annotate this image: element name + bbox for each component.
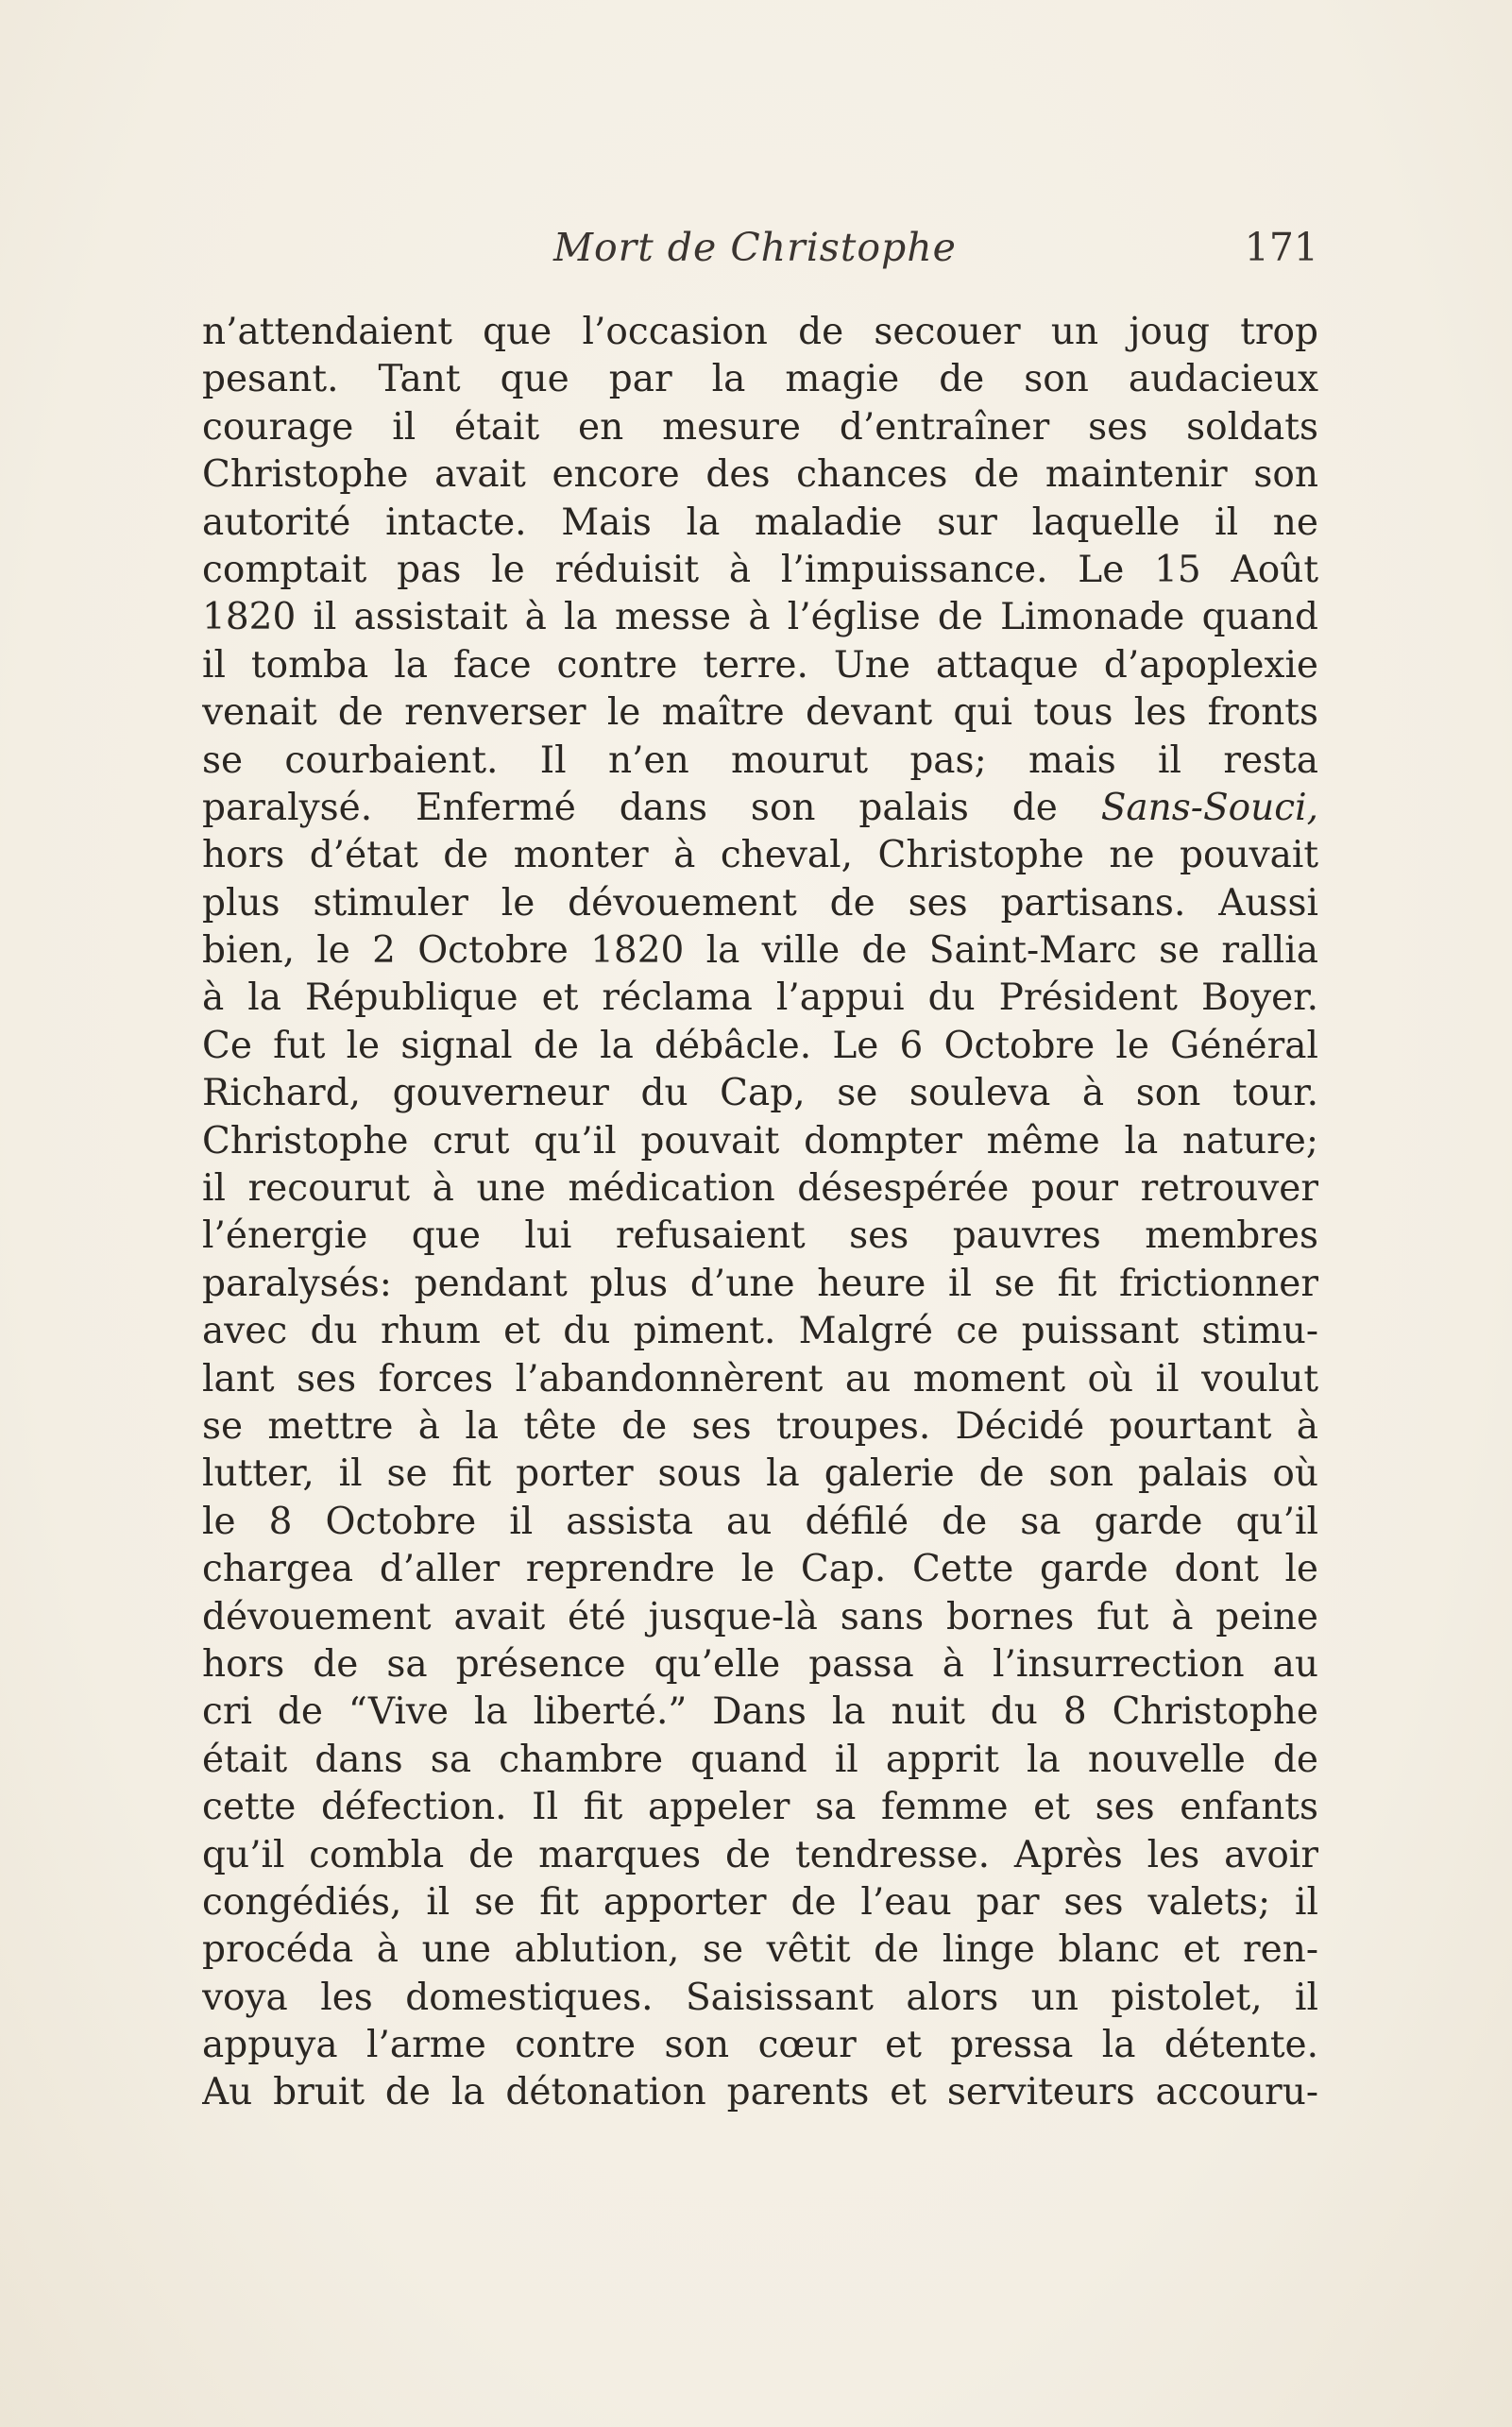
text-line: il recourut à une médication désespérée pour retrouver (202, 1167, 1318, 1211)
text-line: 1820 il assistait à la messe à l’église de Limonade quand (202, 596, 1318, 639)
text-line: lutter, il se fit porter sous la galerie de son palais où (202, 1452, 1318, 1496)
text-line: cri de “Vive la liberté.” Dans la nuit du 8 Christophe (202, 1690, 1318, 1734)
text-line: Richard, gouverneur du Cap, se souleva à son tour. (202, 1072, 1318, 1115)
text-line: courage il était en mesure d’entraîner ses soldats (202, 405, 1318, 449)
text-line: autorité intacte. Mais la maladie sur laquelle il ne (202, 501, 1318, 544)
page-number: 171 (1244, 225, 1318, 270)
text-line: qu’il combla de marques de tendresse. Après les avoir (202, 1833, 1318, 1876)
text-line: voya les domestiques. Saisissant alors un pistolet, il (202, 1976, 1318, 2019)
text-line: le 8 Octobre il assista au défilé de sa garde qu’il (202, 1500, 1318, 1543)
text-line: Christophe crut qu’il pouvait dompter même la nature; (202, 1119, 1318, 1163)
text-line: il tomba la face contre terre. Une attaque d’apoplexie (202, 643, 1318, 687)
text-line: paralysés: pendant plus d’une heure il se fit frictionner (202, 1262, 1318, 1305)
text-line: paralysé. Enfermé dans son palais de Sans-Souci, (202, 786, 1318, 829)
text-line: cette défection. Il fit appeler sa femme et ses enfants (202, 1786, 1318, 1829)
text-line: Ce fut le signal de la débâcle. Le 6 Octobre le Général (202, 1024, 1318, 1067)
text-line: Au bruit de la détonation parents et serviteurs accouru- (202, 2071, 1318, 2114)
text-line: bien, le 2 Octobre 1820 la ville de Saint-Marc se rallia (202, 929, 1318, 973)
text-line: hors de sa présence qu’elle passa à l’insurrection au (202, 1642, 1318, 1686)
page-header (202, 225, 1318, 281)
text-line: hors d’état de monter à cheval, Christophe ne pouvait (202, 834, 1318, 877)
text-line: venait de renverser le maître devant qui tous les fronts (202, 691, 1318, 735)
text-line: n’attendaient que l’occasion de secouer un joug trop (202, 311, 1318, 353)
text-line: à la République et réclama l’appui du Président Boyer. (202, 976, 1318, 1020)
body-text (202, 309, 1318, 2117)
text-line: congédiés, il se fit apporter de l’eau par ses valets; il (202, 1880, 1318, 1924)
text-line: était dans sa chambre quand il apprit la nouvelle de (202, 1738, 1318, 1781)
text-line: procéda à une ablution, se vêtit de linge blanc et ren- (202, 1928, 1318, 1972)
text-line: l’énergie que lui refusaient ses pauvres membres (202, 1214, 1318, 1258)
running-title: Mort de Christophe (553, 225, 957, 270)
text-line: chargea d’aller reprendre le Cap. Cette garde dont le (202, 1548, 1318, 1591)
text-line: appuya l’arme contre son cœur et pressa la détente. (202, 2024, 1318, 2067)
text-line: se courbaient. Il n’en mourut pas; mais il resta (202, 738, 1318, 782)
text-line: dévouement avait été jusque-là sans bornes fut à peine (202, 1595, 1318, 1638)
text-line: avec du rhum et du piment. Malgré ce puissant stimu- (202, 1310, 1318, 1353)
text-line: Christophe avait encore des chances de maintenir son (202, 453, 1318, 497)
text-line: se mettre à la tête de ses troupes. Décidé pourtant à (202, 1404, 1318, 1448)
text-line: lant ses forces l’abandonnèrent au moment où il voulut (202, 1357, 1318, 1400)
text-line: comptait pas le réduisit à l’impuissance. Le 15 Août (202, 548, 1318, 591)
text-line: pesant. Tant que par la magie de son audacieux (202, 358, 1318, 401)
text-line: plus stimuler le dévouement de ses partisans. Aussi (202, 881, 1318, 925)
